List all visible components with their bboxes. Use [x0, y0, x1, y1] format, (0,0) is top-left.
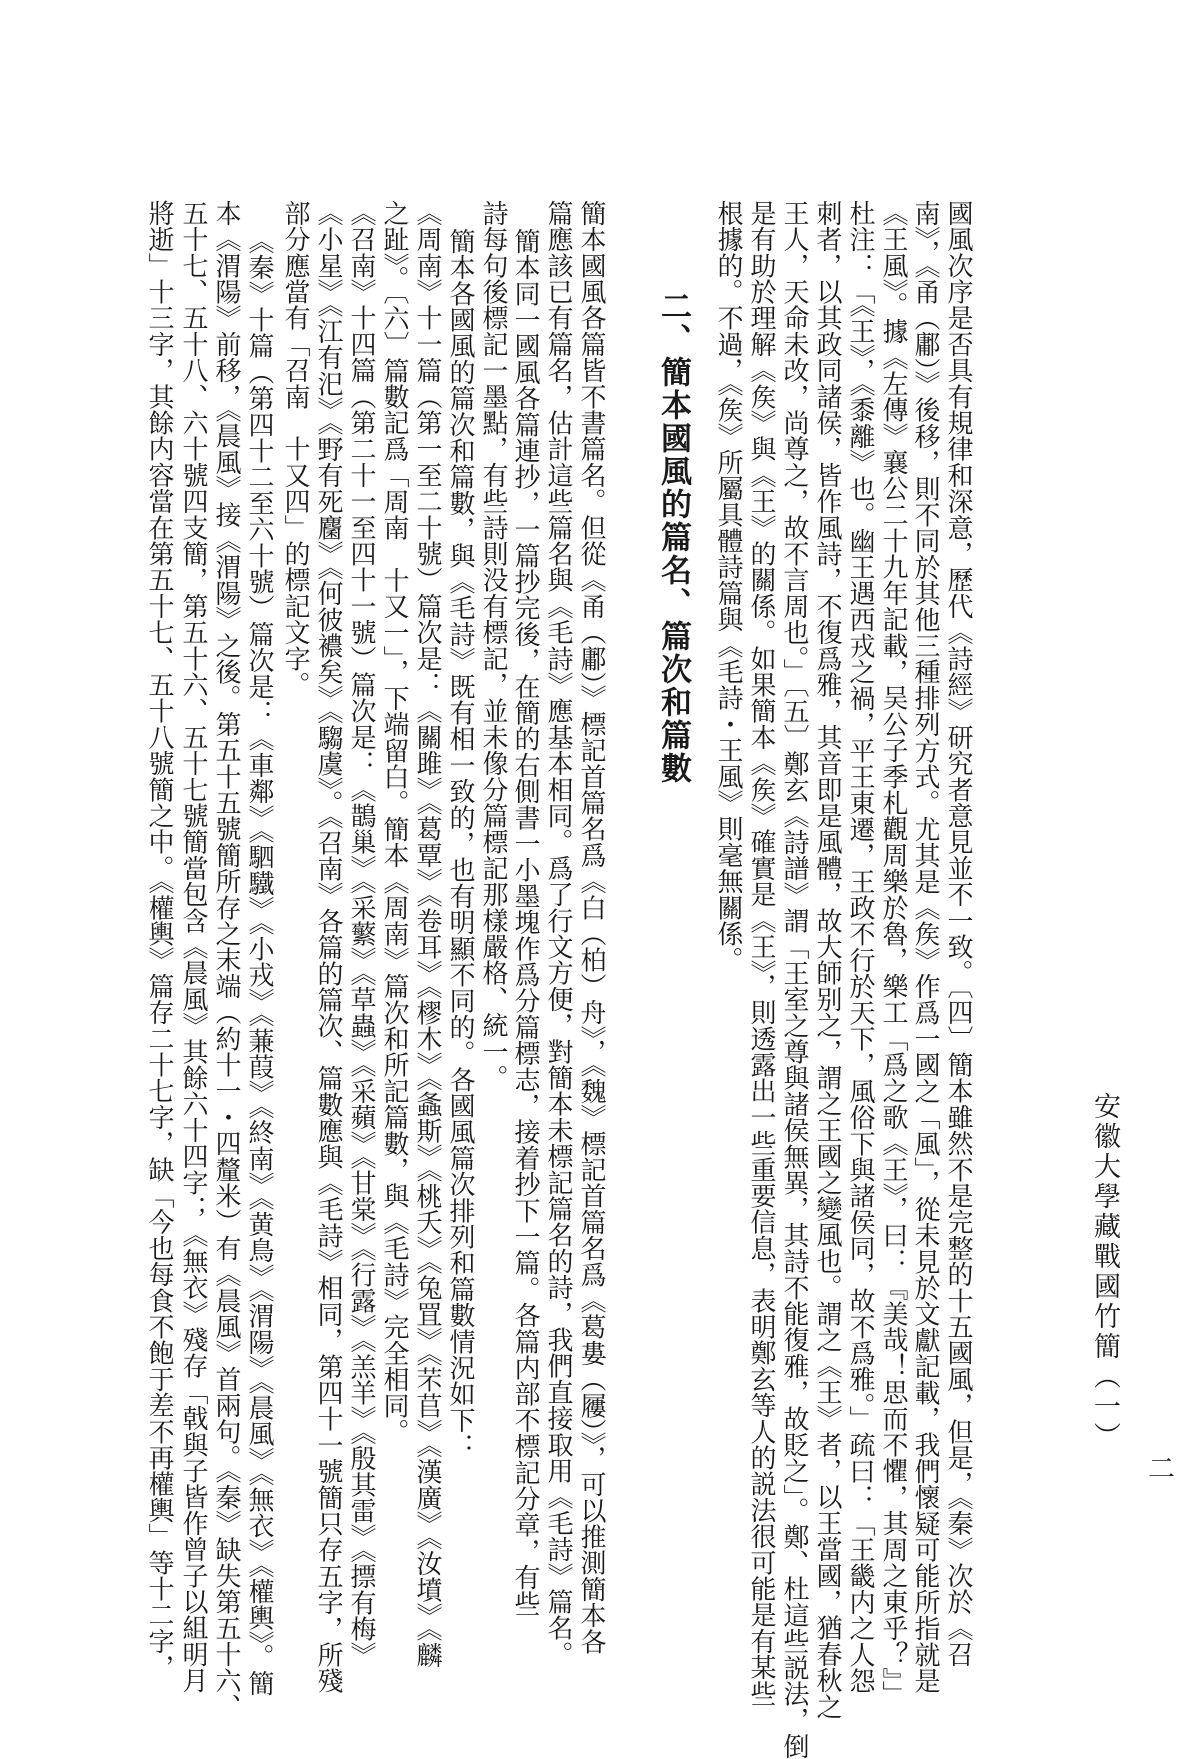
text-line: 簡本國風各篇皆不書篇名。但從《甬（鄘）》標記首篇名爲《白（柏）舟》，《魏》標記首篇名爲《葛婁（屨）》，可以推測簡本各: [576, 200, 606, 1655]
text-line: 簡本各國風的篇次和篇數，與《毛詩》既有相一致的，也有明顯不同的。各國風篇次排列和篇數情況如下：: [445, 228, 475, 1460]
text-line: 《秦》十篇（第四十二至六十號）篇次是：《車鄰》《駟驖》《小戎》《蒹葭》《終南》《黄鳥》《渭陽》《晨風》《無衣》《權輿》。簡: [244, 228, 274, 1697]
text-line: 國風次序是否具有規律和深意，歷代《詩經》研究者意見並不一致。〔四〕簡本雖然不是完整的十五國風，但是，《秦》次於《召: [943, 200, 973, 1668]
text-line: 本《渭陽》前移，《晨風》接《渭陽》之後。第五十五號簡所存之末端（約十一・四釐米）有《晨風》首兩句。《秦》缺失第五十六、: [211, 200, 241, 1720]
text-line: 《召南》十四篇（第二十一至四十一號）篇次是：《鵲巢》《采蘩》《草蟲》《采蘋》《甘棠》《行露》《羔羊》《殷其雷》《摽有梅》: [346, 200, 376, 1668]
text-line: 篇應該已有篇名，估計這些篇名與《毛詩》應基本相同。爲了行文方便，對簡本未標記篇名的詩，我們直接取用《毛詩》篇名。: [543, 200, 573, 1668]
text-line: 《小星》《江有汜》《野有死麕》《何彼襛矣》《騶虞》。《召南》各篇的篇次、篇數應與《毛詩》相同，第四十一號簡只存五字，所殘: [313, 200, 343, 1694]
text-line: 南》，《甬（鄘）》後移，則不同於其他三種排列方式。尤其是《矦》作爲一國之「風」，從未見於文獻記載，我們懷疑可能所指就是: [910, 200, 940, 1694]
text-line: 之趾》。〔六〕篇數記爲「周南 十又一」，下端留白。簡本《周南》篇次和所記篇數，與《毛詩》完全相同。: [379, 200, 409, 1445]
text-line: 刺者，以其政同諸侯，皆作風詩，不復爲雅，其音即是風體，故大師别之，謂之王國之變風也。謂之《王》者，以王當國，猶春秋之: [812, 200, 842, 1720]
text-line: 杜注：「《王》，《黍離》也。幽王遇西戎之禍，平王東遷，王政不行於天下，風俗下與諸侯同，故不爲雅。」疏曰：「王畿内之人怨: [845, 200, 875, 1694]
text-line: 詩每句後標記一墨點，有些詩則没有標記，並未像分篇標記那樣嚴格、統一。: [478, 200, 508, 1091]
page-number: 二: [1143, 1454, 1174, 1482]
text-line: 王人，天命未改，尚尊之，故不言周也。」〔五〕鄭玄《詩譜》謂「王室之尊與諸侯無異，其詩不能復雅，故貶之」。鄭、杜這些説法，倒: [779, 200, 809, 1759]
text-line: 部分應當有「召南 十又四」的標記文字。: [280, 200, 310, 698]
text-line: 根據的。不過，《矦》所屬具體詩篇與《毛詩・王風》則毫無關係。: [713, 200, 743, 973]
text-line: 是有助於理解《矦》與《王》的關係。如果簡本《矦》確實是《王》，則透露出一些重要信息，表明鄭玄等人的説法很可能是有某些: [746, 200, 776, 1707]
book-title: 安徽大學藏戰國竹簡（一）: [1089, 1092, 1120, 1452]
text-line: 《王風》。據《左傳》襄公二十九年記載，吴公子季札觀周樂於魯，樂工「爲之歌《王》，曰：『美哉！思而不懼，其周之東乎？』」: [878, 200, 908, 1707]
section-heading: 二、簡本國風的篇名、篇次和篇數: [655, 290, 691, 785]
text-line: 五十七、五十八、六十號四支簡，第五十六、五十七號簡當包含《晨風》其餘六十四字；《無衣》殘存「戟與子皆作曾子以組明月: [178, 200, 208, 1694]
text-line: 將逝」十三字，其餘内容當在第五十七、五十八號簡之中。《權輿》篇存二十七字，缺「今也每食不飽于差不再權輿」等十二字，: [144, 200, 174, 1681]
text-line: 《周南》十一篇（第一至二十號）篇次是：《關雎》《葛覃》《卷耳》《樛木》《螽斯》《桃夭》《兔罝》《芣苢》《漢廣》《汝墳》《麟: [412, 200, 442, 1669]
text-line: 簡本同一國風各篇連抄，一篇抄完後，在簡的右側書一小墨塊作爲分篇標志，接着抄下一篇。各篇内部不標記分章，有些: [510, 228, 540, 1617]
